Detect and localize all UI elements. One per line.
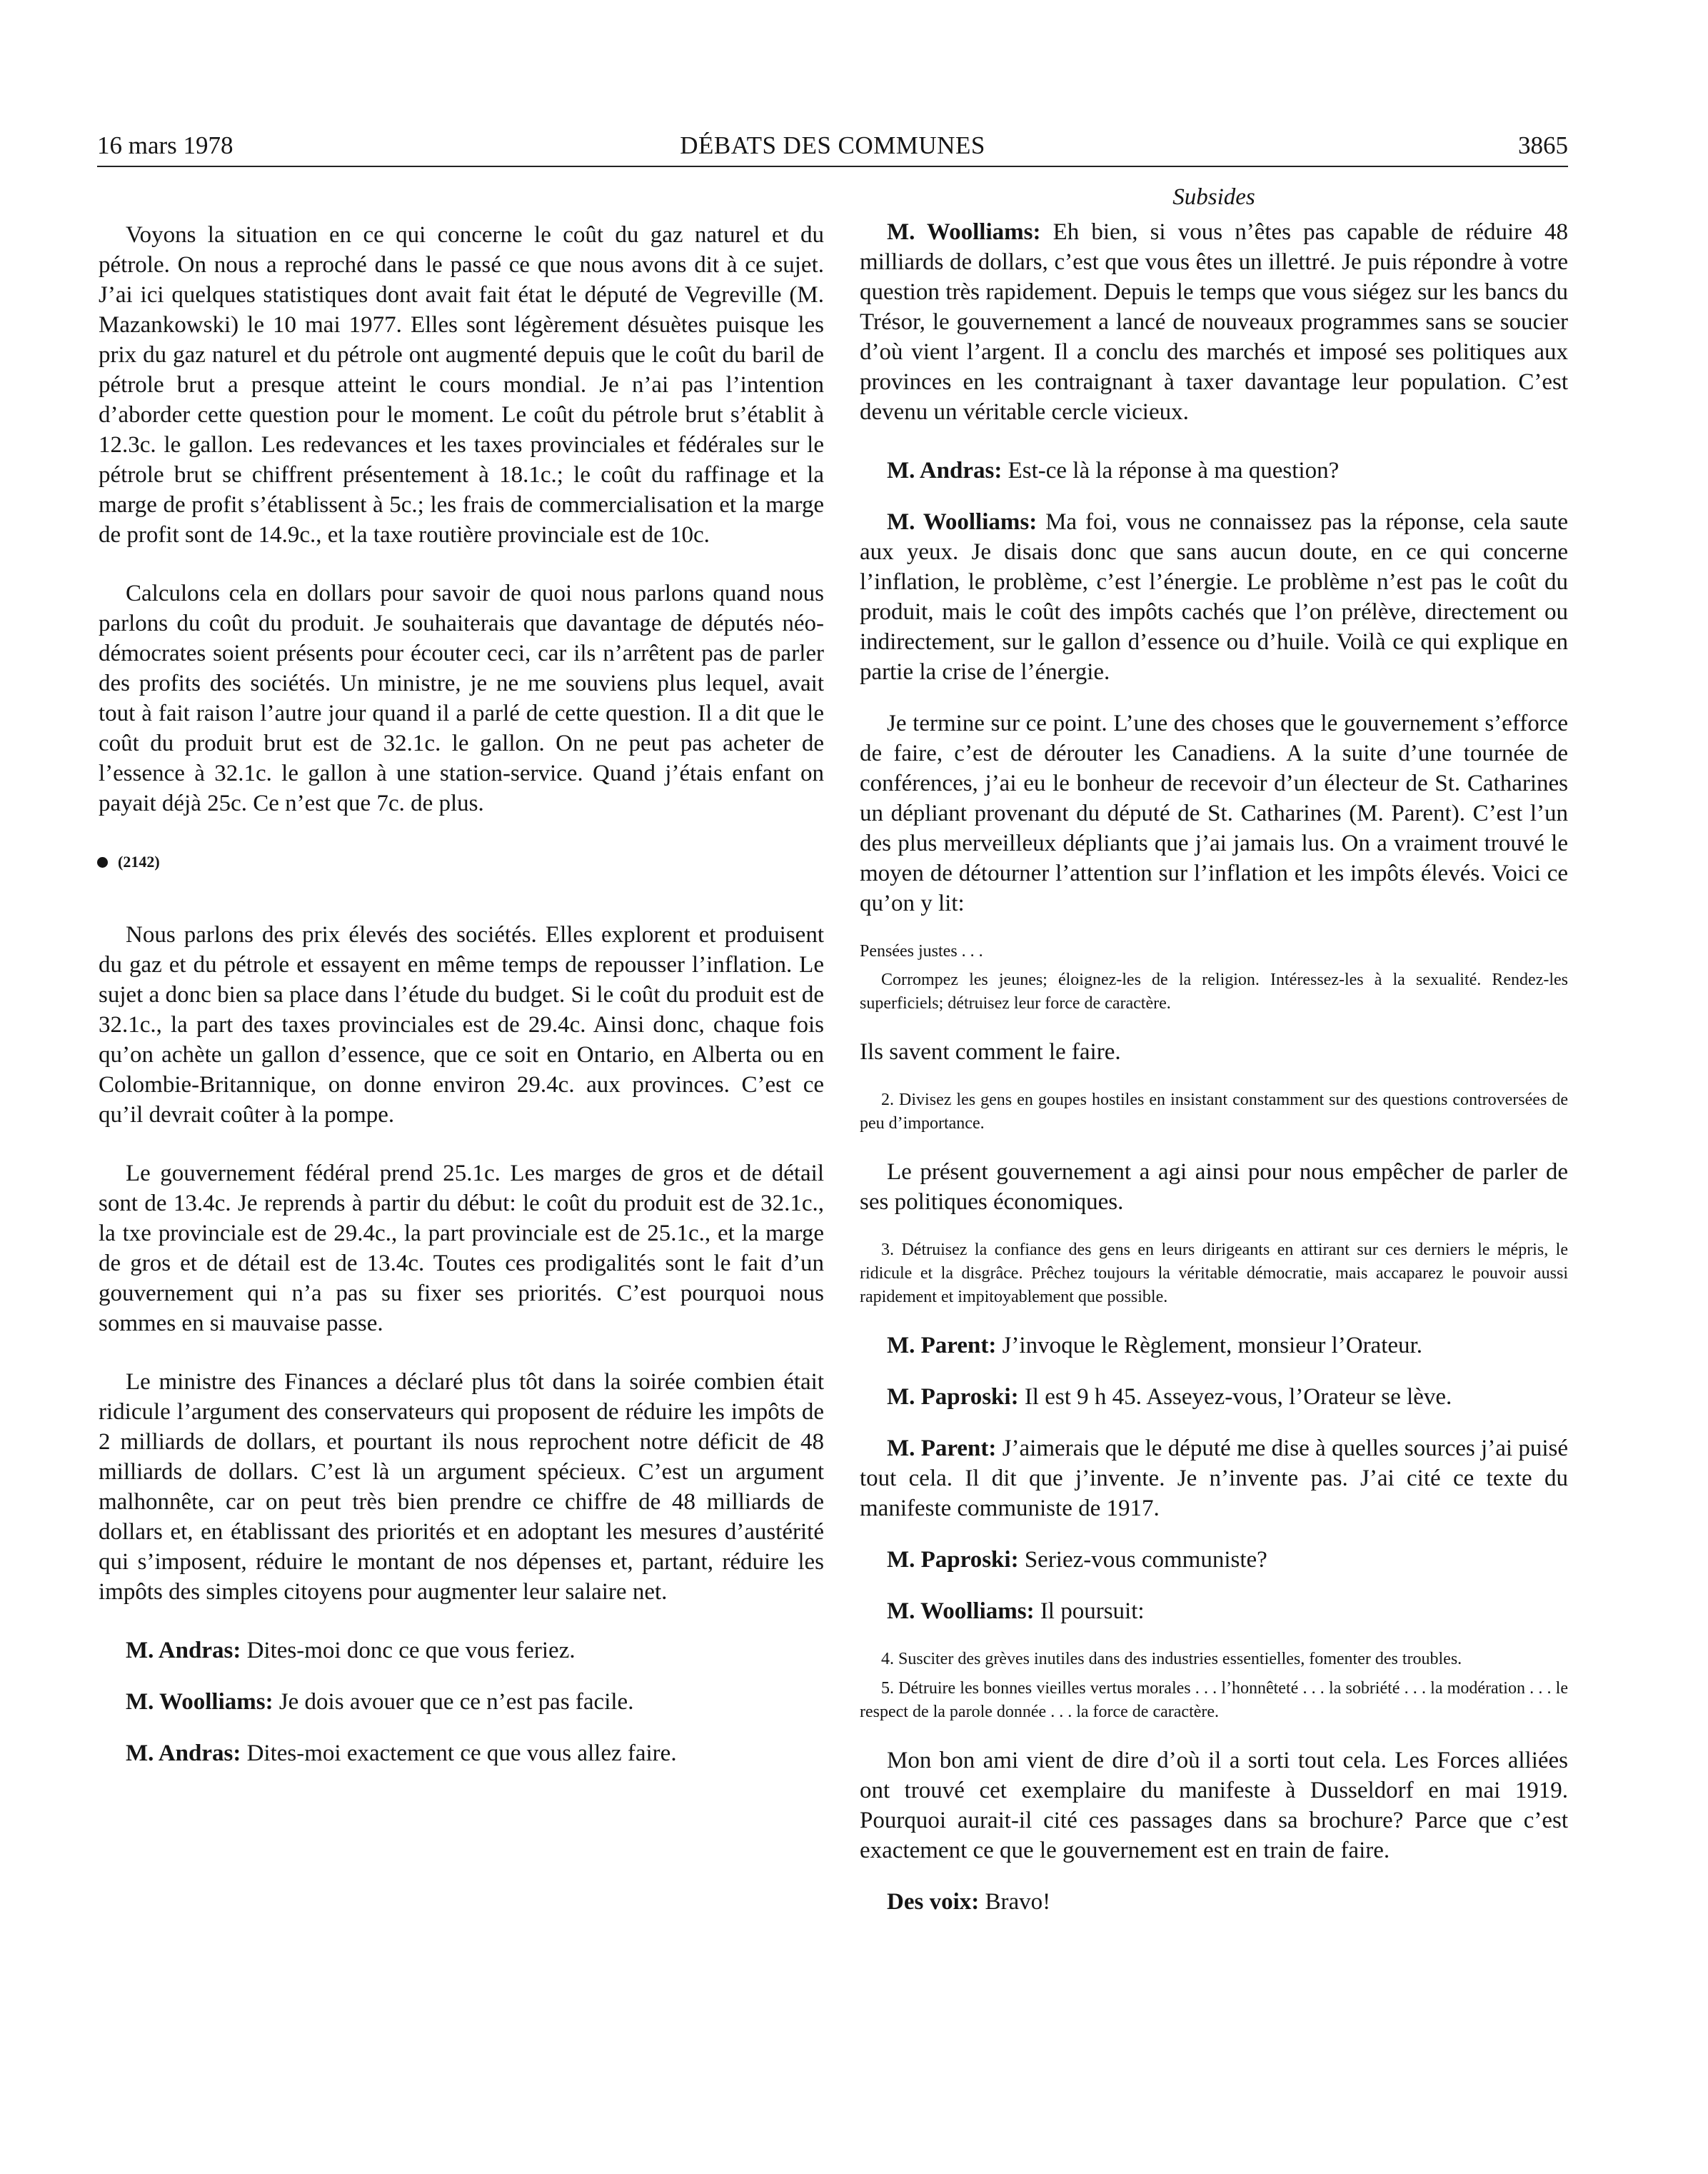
speaker-name: M. Paproski: <box>887 1384 1019 1410</box>
speech-text: Est-ce là la réponse à ma question? <box>1002 458 1340 484</box>
speech <box>860 1887 1568 1917</box>
quote: 4. Susciter des grèves inutiles dans des industries essentielles, fomenter des troubles. <box>881 1650 1462 1668</box>
speech-text: J’aimerais que le député me dise à quelles sources j’ai puisé tout cela. Il dit que j’invente. Je n’invente pas. J’ai cité ce texte du manifeste communiste de 1917. <box>860 1436 1568 1521</box>
speech <box>99 1635 824 1665</box>
speaker-name: M. Paproski: <box>887 1547 1019 1573</box>
speaker-name: Des voix: <box>887 1889 980 1915</box>
speech-text: Seriez-vous communiste? <box>1018 1547 1267 1573</box>
speech-text: Ma foi, vous ne connaissez pas la réponse, cela saute aux yeux. Je disais donc que sans aucun doute, en ce qui concerne l’inflation, le problème, c’est l’énergie. Le problème n’est pas le coût du produit, mais le coût des impôts cachés que l’on prélève, directement ou indirectement, sur le gallon d’essence ou d’huile. Voilà ce qui explique en partie la crise de l’énergie. <box>860 509 1569 685</box>
quote: 2. Divisez les gens en goupes hostiles en insistant constamment sur des questions controversées de peu d’importance. <box>860 1091 1568 1133</box>
speech-text: Je dois avouer que ce n’est pas facile. <box>273 1689 634 1715</box>
speech <box>99 1738 824 1768</box>
paragraph: Le gouvernement fédéral prend 25.1c. Les marges de gros et de détail sont de 13.4c. Je reprends à partir du début: le coût du produit est de 32.1c., la txe provinciale est de 29.4c., la part provinciale est de 25.1c., et la marge de gros et de détail est de 13.4c. Toutes ces prodigalités sont le fait d’un gouvernement qui n’a pas su fixer ses priorités. C’est pourquoi nous sommes en si mauvaise passe. <box>99 1161 824 1336</box>
paragraph: Le présent gouvernement a agi ainsi pour nous empêcher de parler de ses politiques économiques. <box>860 1159 1568 1215</box>
speaker-name: M. Woolliams: <box>887 1598 1035 1624</box>
speech-text: Dites-moi exactement ce que vous allez faire. <box>241 1740 677 1766</box>
speech <box>860 507 1568 687</box>
paragraph: Mon bon ami vient de dire d’où il a sorti tout cela. Les Forces alliées ont trouvé cet exemplaire du manifeste à Dusseldorf en mai 1919. Pourquoi aurait-il cité ces passages dans sa brochure? Parce que c’est exactement ce que le gouvernement est en train de faire. <box>860 1748 1568 1863</box>
time-marker-label: (2142) <box>118 853 160 871</box>
paragraph: Calculons cela en dollars pour savoir de quoi nous parlons quand nous parlons du coût du produit. Je souhaiterais que davantage de députés néo-démocrates soient présents pour écouter ceci, car ils n’arrêtent pas de parler des profits des sociétés. Un ministre, je ne me souviens plus lequel, avait tout à fait raison l’autre jour quand il a parlé de cette question. Il a dit que le coût du produit brut est de 32.1c. le gallon. On ne peut pas acheter de l’essence à 32.1c. le gallon à une station-service. Quand j’étais enfant on payait déjà 25c. Ce n’est que 7c. de plus. <box>99 581 824 816</box>
speech <box>860 1331 1568 1361</box>
speech <box>860 1545 1568 1575</box>
time-marker <box>97 847 824 877</box>
paragraph: Ils savent comment le faire. <box>860 1039 1121 1065</box>
speech-text: Dites-moi donc ce que vous feriez. <box>241 1638 576 1663</box>
bullet-icon <box>97 857 108 868</box>
speech <box>860 1596 1568 1626</box>
speech-text: Il est 9 h 45. Asseyez-vous, l’Orateur se lève. <box>1018 1384 1452 1410</box>
header-date: 16 mars 1978 <box>97 131 233 159</box>
paragraph: Je termine sur ce point. L’une des choses que le gouvernement s’efforce de faire, c’est de dérouter les Canadiens. A la suite d’une tournée de conférences, j’ai eu le bonheur de recevoir d’un électeur de St. Catharines un dépliant provenant du député de St. Catharines (M. Parent). C’est l’un des plus merveilleux dépliants que j’ai jamais lus. On a vraiment trouvé le moyen de détourner l’attention sur l’inflation et les impôts élevés. Voici ce qu’on y lit: <box>860 711 1568 916</box>
right-column <box>860 217 1568 1938</box>
speaker-name: M. Andras: <box>126 1740 241 1766</box>
quote: 5. Détruire les bonnes vieilles vertus morales . . . l’honnêteté . . . la sobriété . . . la modération . . . le respect de la parole donnée . . . la force de caractère. <box>860 1679 1568 1721</box>
quote: 3. Détruisez la confiance des gens en leurs dirigeants en attirant sur ces derniers le mépris, le ridicule et la disgrâce. Prêchez toujours la véritable démocratie, mais accaparez le pouvoir aussi rapidement et impitoyablement que possible. <box>860 1241 1568 1306</box>
speech <box>860 456 1568 486</box>
header-title: DÉBATS DES COMMUNES <box>680 131 985 159</box>
speaker-name: M. Woolliams: <box>887 219 1041 245</box>
speech-text: Il poursuit: <box>1034 1598 1145 1624</box>
speaker-name: M. Woolliams: <box>887 509 1038 535</box>
speech-text: Eh bien, si vous n’êtes pas capable de réduire 48 milliards de dollars, c’est que vous êtes un illettré. Je puis répondre à votre question très rapidement. Depuis le temps que vous siégez sur les bancs du Trésor, le gouvernement a lancé de nouveaux programmes sans se soucier d’où vient l’argent. Il a conclu des marchés et imposé ses politiques aux provinces en les contraignant à taxer davantage leur population. C’est devenu un véritable cercle vicieux. <box>860 219 1568 425</box>
speech <box>860 1382 1568 1412</box>
quote-title: Pensées justes . . . <box>860 942 983 961</box>
speech <box>860 217 1568 427</box>
speaker-name: M. Parent: <box>887 1436 997 1461</box>
speech-text: J’invoque le Règlement, monsieur l’Orateur. <box>996 1333 1422 1358</box>
speaker-name: M. Andras: <box>126 1638 241 1663</box>
paragraph: Nous parlons des prix élevés des sociétés. Elles explorent et produisent du gaz et du pétrole et essayent en même temps de repousser l’inflation. Le sujet a donc bien sa place dans l’étude du budget. Si le coût du produit est de 32.1c., la part des taxes provinciales est de 29.4c. Ainsi donc, chaque fois qu’on achète un gallon d’essence, que ce soit en Ontario, en Alberta ou en Colombie-Britannique, on donne environ 29.4c. aux provinces. C’est ce qu’il devrait coûter à la pompe. <box>99 922 824 1128</box>
speech-text: Bravo! <box>979 1889 1051 1915</box>
speech <box>99 1687 824 1717</box>
section-heading: Subsides <box>1172 184 1255 210</box>
quote: Corrompez les jeunes; éloignez-les de la religion. Intéressez-les à la sexualité. Rendez-les superficiels; détruisez leur force de caractère. <box>860 971 1568 1013</box>
speaker-name: M. Andras: <box>887 458 1003 484</box>
page-number: 3865 <box>1518 131 1568 159</box>
speaker-name: M. Woolliams: <box>126 1689 273 1715</box>
paragraph: Le ministre des Finances a déclaré plus tôt dans la soirée combien était ridicule l’argument des conservateurs qui proposent de réduire les impôts de 2 milliards de dollars, et pourtant ils nous reprochent notre déficit de 48 milliards de dollars. C’est là un argument spécieux. C’est un argument malhonnête, car on peut très bien prendre ce chiffre de 48 milliards de dollars et, en établissant des priorités et en adoptant les mesures d’austérité qui s’imposent, réduire le montant de nos dépenses et, partant, réduire les impôts des simples citoyens pour augmenter leur salaire net. <box>99 1369 824 1605</box>
speech <box>860 1433 1568 1523</box>
left-column <box>99 220 824 1790</box>
speaker-name: M. Parent: <box>887 1333 997 1358</box>
running-header <box>97 126 1568 167</box>
paragraph: Voyons la situation en ce qui concerne le coût du gaz naturel et du pétrole. On nous a reproché dans le passé ce que nous avons dit à ce sujet. J’ai ici quelques statistiques dont avait fait état le député de Vegreville (M. Mazankowski) le 10 mai 1977. Elles sont légèrement désuètes puisque les prix du gaz naturel et du pétrole ont augmenté depuis que le coût du baril de pétrole brut a presque atteint le cours mondial. Je n’ai pas l’intention d’aborder cette question pour le moment. Le coût du pétrole brut s’établit à 12.3c. le gallon. Les redevances et les taxes provinciales et fédérales sur le pétrole brut se chiffrent présentement à 18.1c.; le coût du raffinage et la marge de profit s’établissent à 5c.; les frais de commercialisation et la marge de profit sont de 14.9c., et la taxe routière provinciale est de 10c. <box>99 222 824 548</box>
